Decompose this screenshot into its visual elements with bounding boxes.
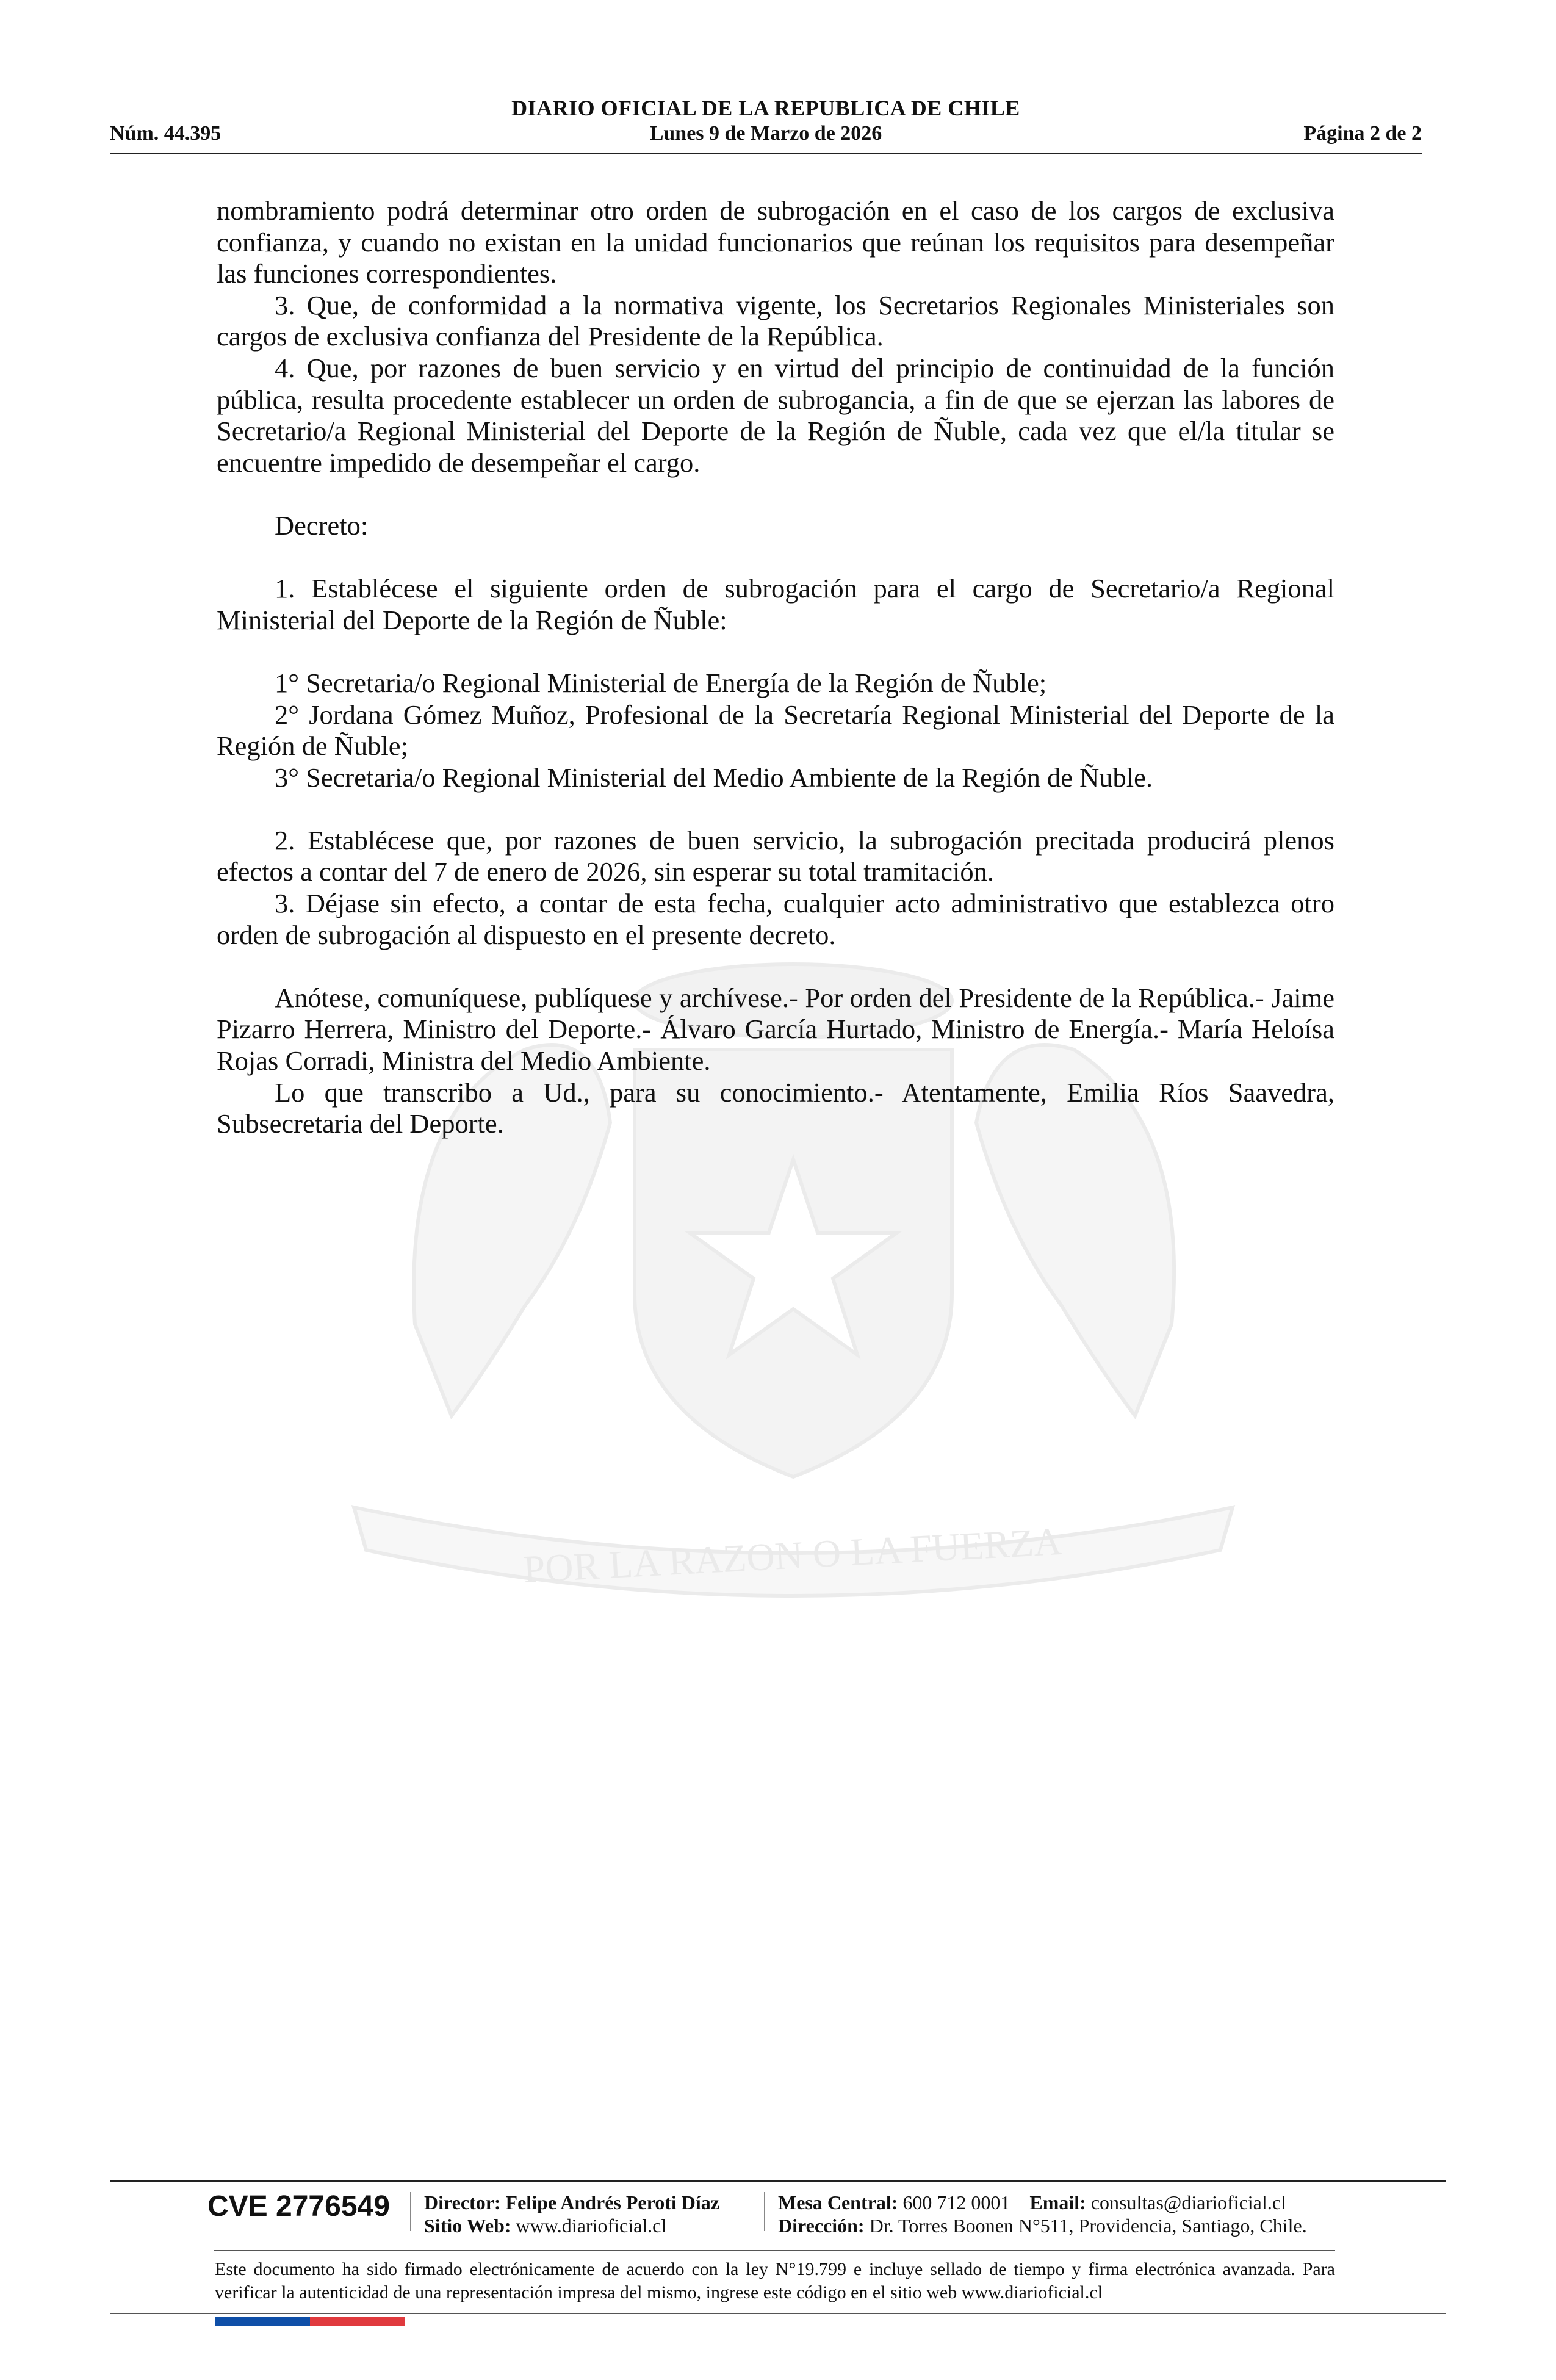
paragraph: 1. Establécese el siguiente orden de subrogación para el cargo de Secretario/a Regional Ministerial del Deporte de la Región de Ñuble: bbox=[217, 573, 1334, 635]
document-body bbox=[217, 195, 1334, 1140]
director-value: Felipe Andrés Peroti Díaz bbox=[505, 2191, 719, 2213]
paragraph: 3. Que, de conformidad a la normativa vigente, los Secretarios Regionales Ministeriales son cargos de exclusiva confianza del Presidente de la República. bbox=[217, 289, 1334, 352]
legal-notice: Este documento ha sido firmado electrónicamente de acuerdo con la ley N°19.799 e incluye sellado de tiempo y firma electrónica avanzada. Para verificar la autenticidad de una representación impresa del mismo, ingrese este código en el sitio web www.diarioficial.cl bbox=[215, 2259, 1335, 2302]
paragraph: nombramiento podrá determinar otro orden de subrogación en el caso de los cargos de exclusiva confianza, y cuando no existan en la unidad funcionarios que reúnan los requisitos para desempeñar las funciones correspondientes. bbox=[217, 195, 1334, 289]
paragraph: 4. Que, por razones de buen servicio y en virtud del principio de continuidad de la función pública, resulta procedente establecer un orden de subrogancia, a fin de que se ejerzan las labores de Secretario/a Regional Ministerial del Deporte de la Región de Ñuble, cada vez que el/la titular se encuentre impedido de desempeñar el cargo. bbox=[217, 352, 1334, 478]
address-label: Dirección: bbox=[778, 2215, 865, 2237]
flag-blue bbox=[215, 2317, 310, 2326]
list-item: 3° Secretaria/o Regional Ministerial del Medio Ambiente de la Región de Ñuble. bbox=[275, 762, 1153, 793]
address-value: Dr. Torres Boonen N°511, Providencia, Santiago, Chile. bbox=[869, 2215, 1307, 2237]
footer-divider bbox=[110, 2180, 1446, 2182]
list-item: 2° Jordana Gómez Muñoz, Profesional de la Secretaría Regional Ministerial del Deporte de la Región de Ñuble; bbox=[217, 699, 1334, 762]
footer-director-block bbox=[424, 2191, 719, 2237]
mesa-value: 600 712 0001 bbox=[902, 2191, 1010, 2213]
director-label: Director: bbox=[424, 2191, 501, 2213]
email-label: Email: bbox=[1029, 2191, 1086, 2213]
issue-date: Lunes 9 de Marzo de 2026 bbox=[649, 122, 882, 145]
transcription-paragraph: Lo que transcribo a Ud., para su conocimiento.- Atentamente, Emilia Ríos Saavedra, Subsecretaria del Deporte. bbox=[217, 1076, 1334, 1139]
flag-red bbox=[310, 2317, 405, 2326]
page-header bbox=[110, 92, 1422, 159]
list-item: 1° Secretaria/o Regional Ministerial de Energía de la Región de Ñuble; bbox=[275, 667, 1047, 698]
footer-separator bbox=[410, 2192, 411, 2231]
paragraph: 2. Establécese que, por razones de buen servicio, la subrogación precitada producirá plenos efectos a contar del 7 de enero de 2026, sin esperar su total tramitación. bbox=[217, 824, 1334, 887]
header-divider bbox=[110, 153, 1422, 154]
issue-number: Núm. 44.395 bbox=[110, 122, 222, 145]
watermark-motto: POR LA RAZON O LA FUERZA bbox=[522, 1519, 1063, 1592]
publication-title: DIARIO OFICIAL DE LA REPUBLICA DE CHILE bbox=[511, 96, 1020, 120]
decreto-heading: Decreto: bbox=[275, 510, 369, 541]
flag-stripe bbox=[215, 2317, 405, 2326]
site-link[interactable]: www.diarioficial.cl bbox=[516, 2215, 667, 2237]
footer-divider bbox=[110, 2313, 1446, 2314]
footer-contact-block bbox=[778, 2191, 1307, 2237]
mesa-label: Mesa Central: bbox=[778, 2191, 898, 2213]
footer-separator bbox=[764, 2192, 765, 2231]
email-link[interactable]: consultas@diarioficial.cl bbox=[1090, 2191, 1286, 2213]
closing-paragraph: Anótese, comuníquese, publíquese y archívese.- Por orden del Presidente de la República.- Jaime Pizarro Herrera, Ministro del Deporte.- Álvaro García Hurtado, Ministro de Energía.- María Heloísa Rojas Corradi, Ministra del Medio Ambiente. bbox=[217, 982, 1334, 1076]
page-indicator: Página 2 de 2 bbox=[1303, 122, 1422, 145]
paragraph: 3. Déjase sin efecto, a contar de esta fecha, cualquier acto administrativo que establezca otro orden de subrogación al dispuesto en el presente decreto. bbox=[217, 888, 1334, 950]
cve-code: CVE 2776549 bbox=[207, 2190, 390, 2223]
site-label: Sitio Web: bbox=[424, 2215, 511, 2237]
footer-divider bbox=[214, 2250, 1335, 2251]
